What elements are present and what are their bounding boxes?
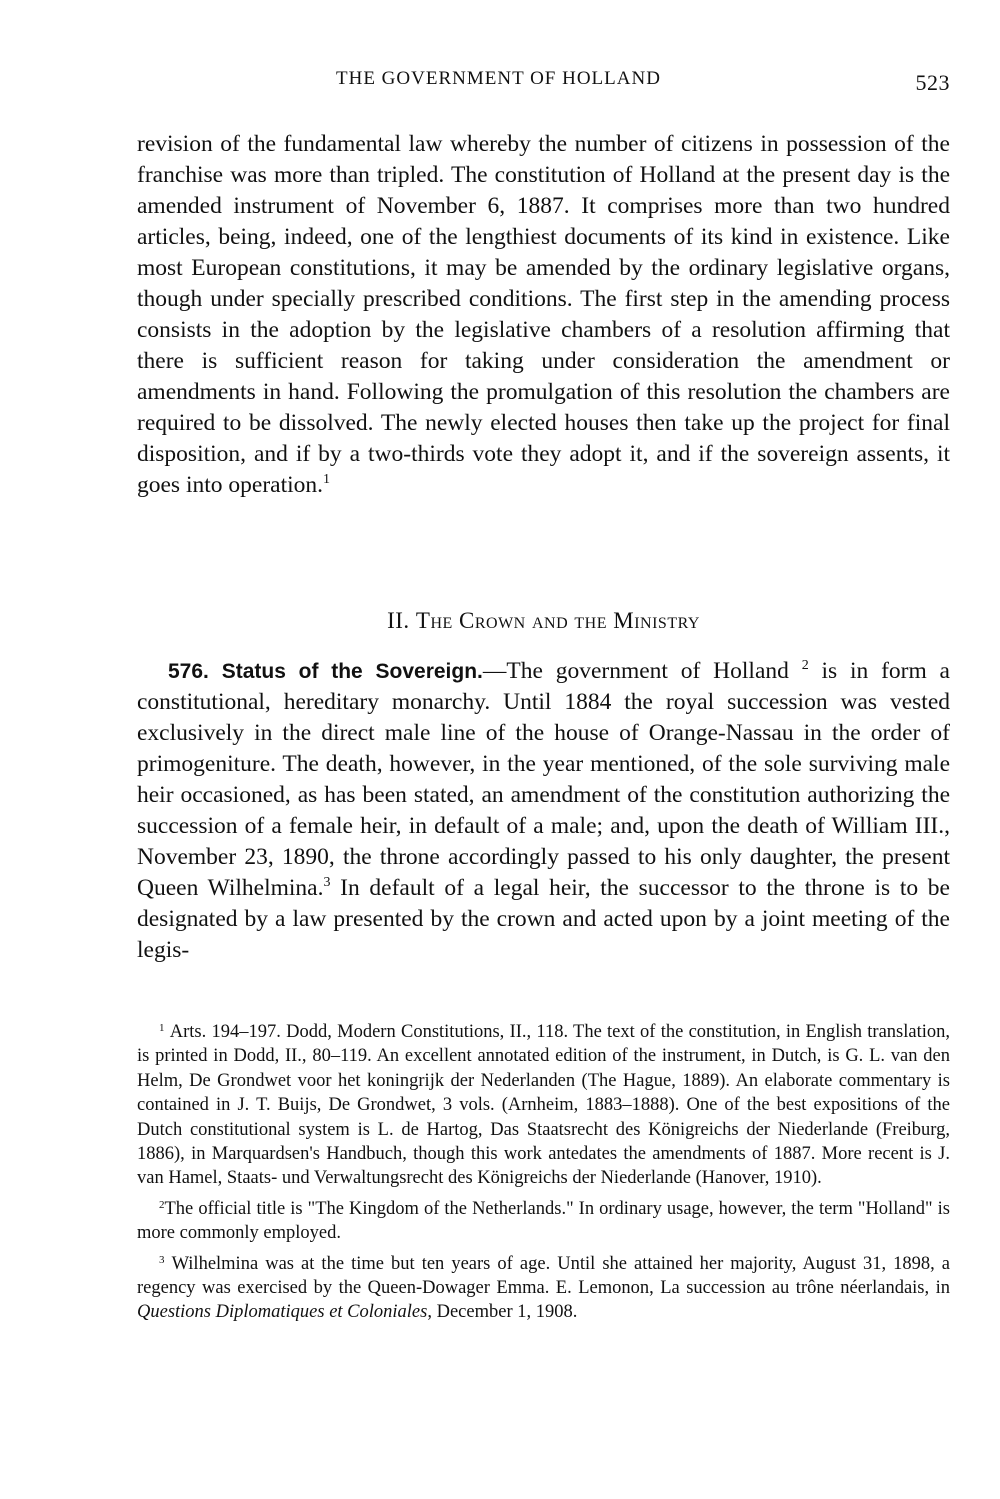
footnote-3 — [137, 1252, 950, 1325]
paragraph-2-text-a: —The government of Holland — [482, 658, 789, 684]
body-paragraph-2 — [137, 656, 950, 966]
footnote-1-text: Arts. 194–197. Dodd, Modern Constitutions, II., 118. The text of the constitution, in English translation, is printed in Dodd, II., 80–119. An excellent annotated edition of the instrument, in Dutch, is G. L. van den Helm, De Grondwet voor het koningrijk der Nederlanden (The Hague, 1889). An elaborate commentary is contained in J. T. Buijs, De Grondwet, 3 vols. (Arnheim, 1883–1888). One of the best expositions of the Dutch constitutional system is L. de Hartog, Das Staatsrecht des Königreichs der Niederlande (Freiburg, 1886), in Marquardsen's Handbuch, though this work antedates the amendments of 1887. More recent is J. van Hamel, Staats- und Verwaltungsrecht des Königreichs der Niederlande (Hanover, 1910). — [137, 1022, 950, 1189]
footnote-1 — [137, 1020, 950, 1191]
footnote-ref-2: 2 — [801, 658, 809, 673]
footnote-ref-3: 3 — [323, 875, 331, 890]
footnote-3-italic-title: Questions Diplomatiques et Coloniales — [137, 1302, 428, 1323]
footnote-2 — [137, 1197, 950, 1246]
body-paragraph-1 — [137, 129, 950, 501]
paragraph-title: Status of the Sovereign. — [221, 660, 483, 683]
footnote-2-text: The official title is "The Kingdom of the Netherlands." In ordinary usage, however, the term "Holland" is more commonly employed. — [137, 1198, 950, 1244]
footnote-mark-2: 2 — [159, 1198, 165, 1211]
footnote-mark-1: 1 — [159, 1022, 165, 1034]
section-numeral: II. — [387, 608, 410, 633]
running-title: THE GOVERNMENT OF HOLLAND — [336, 68, 661, 89]
paragraph-2-text-b: is in form a constitutional, hereditary monarchy. Until 1884 the royal succession was vested exclusively in the direct male line of the house of Orange-Nassau in the order of primogeniture. The death, however, in the year mentioned, of the sole surviving male heir occasioned, as has been stated, an amendment of the constitution authorizing the succession of a female heir, in default of a male; and, upon the death of William III., November 23, 1890, the throne accordingly passed to his only daughter, the present Queen Wilhelmina. — [137, 658, 950, 901]
section-title: The Crown and the Ministry — [415, 608, 700, 633]
footnote-mark-3: 3 — [159, 1253, 165, 1266]
section-heading — [137, 608, 950, 634]
footnote-3-text-b: , December 1, 1908. — [427, 1302, 578, 1323]
footnotes — [137, 1020, 950, 1331]
footnote-3-text-a: Wilhelmina was at the time but ten years of age. Until she attained her majority, August 31, 1898, a regency was exercised by the Queen-Dowager Emma. E. Lemonon, La succession au trône néerlandais, in — [137, 1253, 951, 1299]
footnote-ref-1: 1 — [323, 472, 331, 487]
running-head — [300, 68, 950, 98]
paragraph-number: 576. — [168, 660, 209, 683]
page-number: 523 — [915, 70, 950, 95]
paragraph-1-text: revision of the fundamental law whereby the number of citizens in possession of the franchise was more than tripled. The constitution of Holland at the present day is the amended instrument of November 6, 1887. It comprises more than two hundred articles, being, indeed, one of the lengthiest documents of its kind in existence. Like most European constitutions, it may be amended by the ordinary legislative organs, though under specially prescribed conditions. The first step in the amending process consists in the adoption by the legislative chambers of a resolution affirming that there is sufficient reason for taking under consideration the amendment or amendments in hand. Following the promulgation of this resolution the chambers are required to be dissolved. The newly elected houses then take up the project for final disposition, and if by a two-thirds vote they adopt it, and if the sovereign assents, it goes into operation. — [137, 131, 950, 498]
paragraph-2-text-c: In default of a legal heir, the successor to the throne is to be designated by a law presented by the crown and acted upon by a joint meeting of the legis- — [137, 875, 950, 963]
